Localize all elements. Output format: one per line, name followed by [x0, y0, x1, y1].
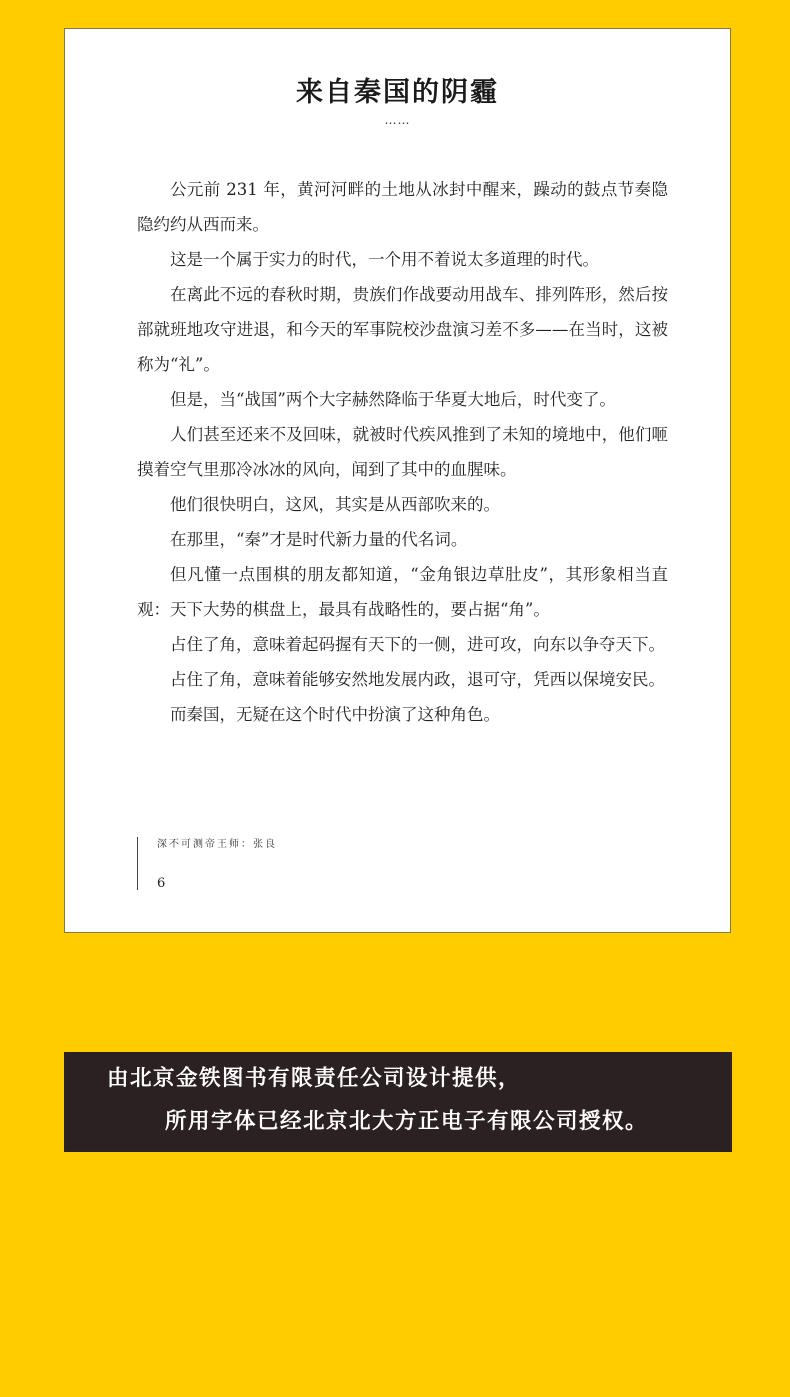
- chapter-body: [137, 172, 668, 732]
- paragraph: 他们很快明白，这风，其实是从西部吹来的。: [170, 495, 500, 514]
- paragraph: 但凡懂一点围棋的朋友都知道，“金角银边草肚皮”，其形象相当直观：天下大势的棋盘上，最具有战略性的，要占据“角”。: [137, 565, 668, 619]
- running-footer-book-title: 深不可测帝王师：张良: [157, 839, 277, 850]
- banner-line-2: 所用字体已经北京北大方正电子有限公司授权。: [165, 1109, 649, 1134]
- copyright-banner: [64, 1052, 732, 1152]
- banner-line-1: 由北京金铁图书有限责任公司设计提供，: [107, 1066, 522, 1091]
- footer-divider: [137, 837, 138, 890]
- paragraph: 但是，当“战国”两个大字赫然降临于华夏大地后，时代变了。: [170, 390, 616, 409]
- book-page: [64, 28, 731, 933]
- paragraph: 在那里，“秦”才是时代新力量的代名词。: [170, 530, 468, 549]
- paragraph: 这是一个属于实力的时代，一个用不着说太多道理的时代。: [170, 250, 599, 269]
- paragraph: 占住了角，意味着能够安然地发展内政，退可守，凭西以保境安民。: [170, 670, 665, 689]
- paragraph: 而秦国，无疑在这个时代中扮演了这种角色。: [170, 705, 500, 724]
- title-ornament: ……: [384, 113, 411, 127]
- paragraph: 人们甚至还来不及回味，就被时代疾风推到了未知的境地中，他们咂摸着空气里那冷冰冰的风向，闻到了其中的血腥味。: [137, 425, 668, 479]
- paragraph: 公元前 231 年，黄河河畔的土地从冰封中醒来，躁动的鼓点节奏隐隐约约从西而来。: [137, 180, 668, 234]
- paragraph: 在离此不远的春秋时期，贵族们作战要动用战车、排列阵形，然后按部就班地攻守进退，和今天的军事院校沙盘演习差不多——在当时，这被称为“礼”。: [137, 285, 668, 374]
- chapter-title: 来自秦国的阴霾: [296, 77, 499, 108]
- page-number: 6: [157, 876, 166, 891]
- paragraph: 占住了角，意味着起码握有天下的一侧，进可攻，向东以争夺天下。: [170, 635, 665, 654]
